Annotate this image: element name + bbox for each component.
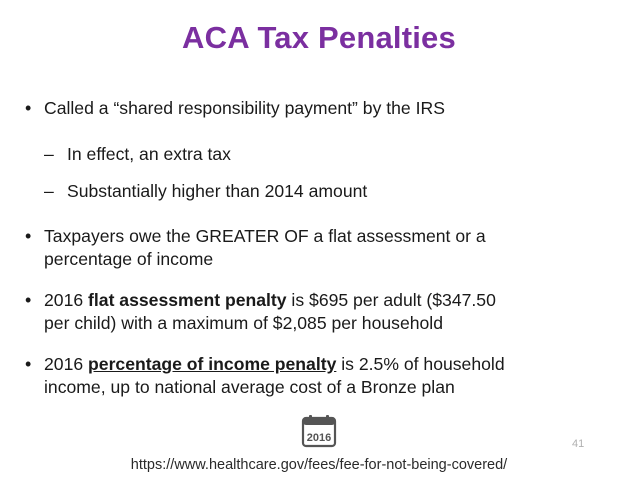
bullet-line-1 (44, 353, 619, 376)
bullet-line-1: Taxpayers owe the GREATER OF a flat assessment or a (44, 226, 486, 246)
dash-marker: – (44, 144, 54, 164)
slide-title: ACA Tax Penalties (182, 20, 456, 55)
bullet-text (44, 289, 619, 335)
bullet-suffix: is $695 per adult ($347.50 (286, 290, 496, 310)
calendar-year: 2016 (306, 432, 332, 444)
bullet-text (44, 225, 619, 271)
bullet-line-2: percentage of income (44, 249, 214, 269)
bullet-line-2: per child) with a maximum of $2,085 per household (44, 313, 444, 333)
bullet-suffix: is 2.5% of household (336, 354, 505, 374)
bullet-text: Called a “shared responsibility payment” by the IRS (44, 98, 445, 118)
bullet-prefix: 2016 (44, 290, 89, 310)
dash-marker: – (44, 181, 54, 201)
bullet-marker: • (25, 354, 32, 374)
calendar-icon (301, 414, 337, 448)
footer-url-link[interactable]: https://www.healthcare.gov/fees/fee-for-not-being-covered/ (130, 457, 508, 473)
bullet-text (44, 353, 619, 399)
bullet-prefix: 2016 (44, 354, 89, 374)
bullet-marker: • (25, 98, 32, 118)
bullet-line-2: income, up to national average cost of a Bronze plan (44, 377, 455, 397)
bullet-marker: • (25, 226, 32, 246)
bold-term: flat assessment penalty (88, 290, 287, 310)
sub-bullet-text: In effect, an extra tax (67, 144, 231, 164)
bullet-marker: • (25, 290, 32, 310)
sub-bullet-text: Substantially higher than 2014 amount (67, 181, 368, 201)
underlined-term: percentage of income penalty (88, 354, 337, 374)
bullet-line-1 (44, 289, 619, 312)
slide-number: 41 (572, 438, 585, 450)
